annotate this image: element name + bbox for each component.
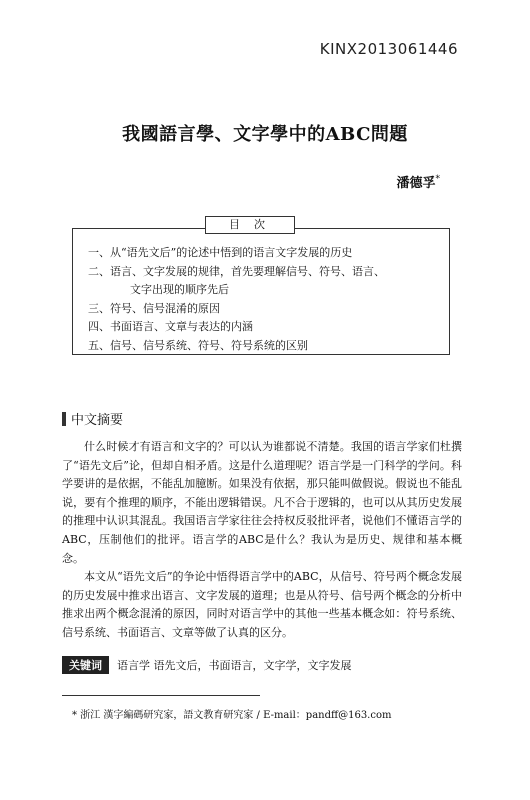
toc-item: 一、从“语先文后”的论述中悟到的语言文字发展的历史: [88, 246, 353, 259]
toc-item: 三、符号、信号混淆的原因: [88, 301, 220, 315]
footnote-divider: [62, 695, 260, 696]
toc-item: 四、书面语言、文章与表达的内涵: [88, 320, 253, 333]
toc-item: 二、语言、文字发展的规律，首先要理解信号、符号、语言、: [88, 264, 385, 278]
author-name: 潘德孚: [396, 176, 436, 191]
author-footnote-mark: *: [435, 174, 440, 185]
abstract-heading-text: 中文摘要: [71, 413, 124, 428]
abstract-heading: [62, 409, 123, 428]
heading-bar-marker: [62, 412, 66, 426]
keywords-label: 关键词: [62, 656, 109, 674]
toc-heading: 目次: [205, 216, 295, 234]
abstract-paragraph: 什么时候才有语言和文字的？可以认为谁都说不清楚。我国的语言学家们杜撰了“语先文后”论，但却自相矛盾。这是什么道理呢？语言学是一门科学的学问。科学要讲的是依据，不能乱加臆断。如果没有依据，那只能叫做假说。假说也不能乱说，要有个推理的顺序，不能出逻辑错误。凡不合于逻辑的，也可以从其历史发展的推理中认识其混乱。我国语言学家往往会持权反驳批评者，说他们不懂语言学的ABC，压制他们的批评。语言学的ABC是什么？我认为是历史、规律和基本概念。: [62, 440, 462, 565]
document-id: KINX2013061446: [319, 40, 458, 58]
abstract-paragraph: 本文从“语先文后”的争论中悟得语言学中的ABC，从信号、符号两个概念发展的历史发展中推求出语言、文字发展的道理；也是从符号、信号两个概念的分析中推求出两个概念混淆的原因，同时对语言学中的其他一些基本概念如：符号系统、信号系统、书面语言、文章等做了认真的区分。: [62, 570, 462, 639]
toc-item: 五、信号、信号系统、符号、符号系统的区别: [88, 338, 308, 352]
keywords-line: [62, 656, 352, 674]
paper-title: 我國語言學、文字學中的ABC問題: [122, 124, 408, 145]
keywords-text: 语言学 语先文后，书面语言，文字学，文字发展: [117, 659, 352, 672]
author-line: [396, 172, 440, 191]
toc-item-continuation: 文字出现的顺序先后: [130, 283, 229, 296]
toc-list: [88, 244, 385, 355]
footnote: * 浙江 漢字編碼研究家，語文教育研究家 / E-mail：pandff@163.com: [72, 710, 392, 721]
abstract-body: [62, 438, 462, 643]
